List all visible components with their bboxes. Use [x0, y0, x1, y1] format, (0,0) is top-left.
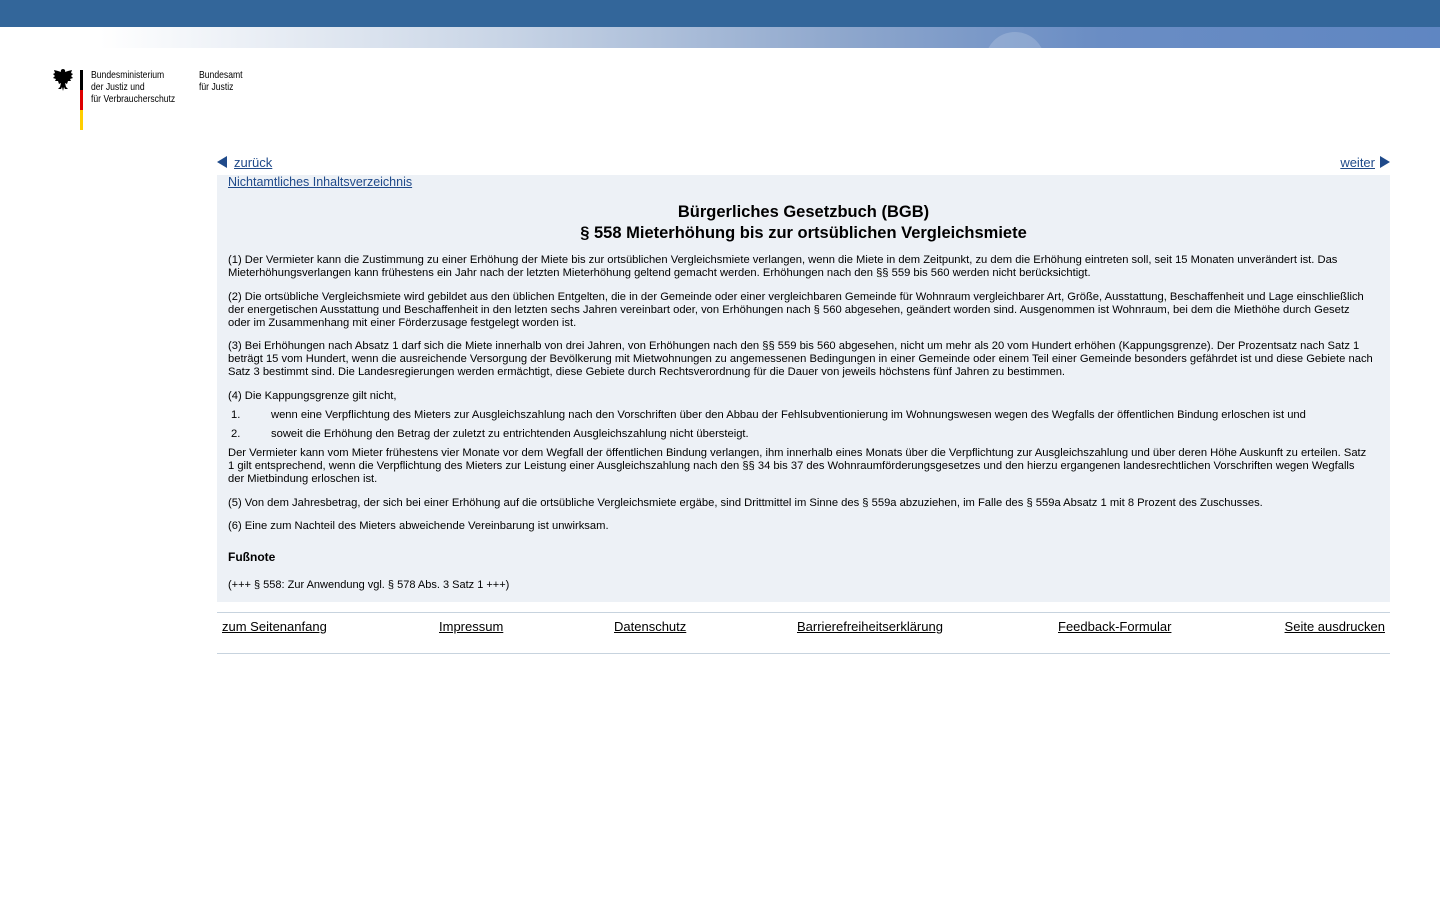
footer-link-imprint[interactable]: Impressum [439, 619, 504, 634]
paragraph-4b: Der Vermieter kann vom Mieter frühestens vier Monate vor dem Wegfall der öffentlichen Bindung verlangen, ihm innerhalb eines Monats über die Verpflichtung zur Ausgleichszahlung und über deren Höhe Auskunft zu erteilen. Satz 1 gilt entsprechend, wenn die Verpflichtung des Mieters zur Leistung einer Ausgleichszahlung nach den §§ 34 bis 37 des Wohnraumförderungsgesetzes und den hierzu ergangenen landesrechtlichen Vorschriften wegen Wegfalls der Mietbindung erloschen ist. [228, 447, 1367, 485]
navigation-row [217, 155, 1390, 175]
footer-link-feedback[interactable]: Feedback-Formular [1058, 619, 1172, 634]
footer-link-top[interactable]: zum Seitenanfang [222, 619, 327, 634]
back-link[interactable]: zurück [217, 155, 272, 170]
banner-decoration [985, 32, 1045, 48]
toc-link[interactable]: Nichtamtliches Inhaltsverzeichnis [228, 175, 413, 189]
next-link[interactable]: weiter [1340, 155, 1390, 170]
footer-link-privacy[interactable]: Datenschutz [614, 619, 687, 634]
paragraph-5: (5) Von dem Jahresbetrag, der sich bei einer Erhöhung auf die ortsübliche Vergleichsmiete ergäbe, sind Drittmittel im Sinne des § 559a abzuziehen, im Falle des § 559a Absatz 1 mit 8 Prozent des Zuschusses. [228, 497, 1263, 509]
footnote-heading: Fußnote [228, 550, 276, 564]
ministry-name: Bundesministerium der Justiz und für Verbraucherschutz [91, 69, 176, 106]
top-banner-bar [0, 0, 1440, 27]
section-title: § 558 Mieterhöhung bis zur ortsüblichen Vergleichsmiete [580, 224, 1027, 242]
footnote-text: (+++ § 558: Zur Anwendung vgl. § 578 Abs. 3 Satz 1 +++) [228, 579, 510, 591]
office-name: Bundesamt für Justiz [199, 69, 243, 94]
flag-stripe [80, 70, 83, 130]
footer-links [217, 612, 1390, 654]
arrow-left-icon [217, 156, 227, 168]
footer-link-print[interactable]: Seite ausdrucken [1284, 619, 1385, 634]
paragraph-1: (1) Der Vermieter kann die Zustimmung zu einer Erhöhung der Miete bis zur ortsüblichen Vergleichsmiete verlangen, wenn die Miete in dem Zeitpunkt, zu dem die Erhöhung eintreten soll, seit 15 Monaten unverändert ist. Das Mieterhöhungsverlangen kann frühestens ein Jahr nach der letzten Mieterhöhung geltend gemacht werden. Erhöhungen nach den §§ 559 bis 560 werden nicht berücksichtigt. [228, 254, 1338, 279]
paragraph-4: (4) Die Kappungsgrenze gilt nicht, [228, 390, 397, 402]
footer-link-accessibility[interactable]: Barrierefreiheitserklärung [797, 619, 943, 634]
law-title: Bürgerliches Gesetzbuch (BGB) [677, 203, 930, 221]
arrow-right-icon [1380, 156, 1390, 168]
federal-eagle-icon [52, 68, 74, 92]
law-content: Nichtamtliches Inhaltsverzeichnis Bürgerliches Gesetzbuch (BGB) § 558 Mieterhöhung bis zur ortsüblichen Vergleichsmiete (1) Der Vermieter kann die Zustimmung zu einer Erhöhung der Miete bis zur ortsüblichen Vergleichsmiete verlangen, wenn die Miete in dem Zeitpunkt, zu dem die Erhöhung eintreten soll, seit 15 Monaten unverändert ist. Das Mieterhöhungsverlangen kann frühestens ein Jahr nach der letzten Mieterhöhung geltend gemacht werden. Erhöhungen nach den §§ 559 bis 560 werden nicht berücksichtigt. (2) Die ortsübliche Vergleichsmiete wird gebildet aus den üblichen Entgelten, die in der Gemeinde oder einer vergleichbaren Gemeinde für Wohnraum vergleichbarer Art, Größe, Ausstattung, Beschaffenheit und Lage einschließlich der energetischen Ausstattung und Beschaffenheit in den letzten sechs Jahren vereinbart oder, von Erhöhungen nach § 560 abgesehen, geändert worden sind. Ausgenommen ist Wohnraum, bei dem die Miethöhe durch Gesetz oder im Zusammenhang mit einer Förderzusage festgelegt worden ist. (3) Bei Erhöhungen nach Absatz 1 darf sich die Miete innerhalb von drei Jahren, von Erhöhungen nach den §§ 559 bis 560 abgesehen, nicht um mehr als 20 vom Hundert erhöhen (Kappungsgrenze). Der Prozentsatz nach Satz 1 beträgt 15 vom Hundert, wenn die ausreichende Versorgung der Bevölkerung mit Mietwohnungen zu angemessenen Bedingungen in einer Gemeinde oder einem Teil einer Gemeinde besonders gefährdet ist und diese Gebiete nach Satz 3 bestimmt sind. Die Landesregierungen werden ermächtigt, diese Gebiete durch Rechtsverordnung für die Dauer von jeweils höchstens fünf Jahren zu bestimmen. (4) Die Kappungsgrenze gilt nicht, 1. wenn eine Verpflichtung des Mieters zur Ausgleichszahlung nach den Vorschriften über den Abbau der Fehlsubventionierung im Wohnungswesen wegen des Wegfalls der öffentlichen Bindung erloschen ist und 2. soweit die Erhöhung den Betrag der zuletzt zu entrichtenden Ausgleichszahlung nicht übersteigt. Der Vermieter kann vom Mieter frühestens vier Monate vor dem Wegfall der öffentlichen Bindung verlangen, ihm innerhalb eines Monats über die Verpflichtung zur Ausgleichszahlung und über deren Höhe Auskunft zu erteilen. Satz 1 gilt entsprechend, wenn die Verpflichtung des Mieters zur Leistung einer Ausgleichszahlung nach den §§ 34 bis 37 des Wohnraumförderungsgesetzes und den hierzu ergangenen landesrechtlichen Vorschriften wegen Wegfalls der Mietbindung erloschen ist. (5) Von dem Jahresbetrag, der sich bei einer Erhöhung auf die ortsübliche Vergleichsmiete ergäbe, sind Drittmittel im Sinne des § 559a abzuziehen, im Falle des § 559a Absatz 1 mit 8 Prozent des Zuschusses. (6) Eine zum Nachteil des Mieters abweichende Vereinbarung ist unwirksam. Fußnote (+++ § 558: Zur Anwendung vgl. § 578 Abs. 3 Satz 1 +++) [217, 175, 1390, 602]
gradient-banner [0, 27, 1440, 48]
ministry-logo[interactable] [52, 68, 262, 132]
paragraph-3: (3) Bei Erhöhungen nach Absatz 1 darf sich die Miete innerhalb von drei Jahren, von Erhöhungen nach den §§ 559 bis 560 abgesehen, nicht um mehr als 20 vom Hundert erhöhen (Kappungsgrenze). Der Prozentsatz nach Satz 1 beträgt 15 vom Hundert, wenn die ausreichende Versorgung der Bevölkerung mit Mietwohnungen zu angemessenen Bedingungen in einer Gemeinde oder einem Teil einer Gemeinde besonders gefährdet ist und diese Gebiete nach Satz 3 bestimmt sind. Die Landesregierungen werden ermächtigt, diese Gebiete durch Rechtsverordnung für die Dauer von jeweils höchstens fünf Jahren zu bestimmen. [228, 340, 1373, 378]
paragraph-2: (2) Die ortsübliche Vergleichsmiete wird gebildet aus den üblichen Entgelten, die in der Gemeinde oder einer vergleichbaren Gemeinde für Wohnraum vergleichbarer Art, Größe, Ausstattung, Beschaffenheit und Lage einschließlich der energetischen Ausstattung und Beschaffenheit in den letzten sechs Jahren vereinbart oder, von Erhöhungen nach § 560 abgesehen, geändert worden sind. Ausgenommen ist Wohnraum, bei dem die Miethöhe durch Gesetz oder im Zusammenhang mit einer Förderzusage festgelegt worden ist. [228, 291, 1364, 329]
paragraph-6: (6) Eine zum Nachteil des Mieters abweichende Vereinbarung ist unwirksam. [228, 520, 609, 532]
